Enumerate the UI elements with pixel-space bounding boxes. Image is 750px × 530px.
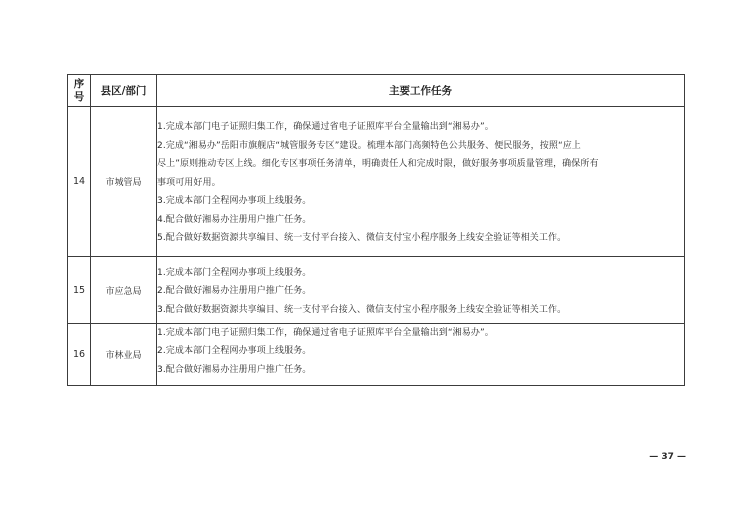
task-line: 3.配合做好湘易办注册用户推广任务。 bbox=[157, 364, 312, 375]
task-line: 1.完成本部门电子证照归集工作，确保通过省电子证照库平台全量输出到“湘易办”。 bbox=[157, 327, 494, 338]
table-header-row bbox=[68, 75, 685, 107]
row-number: 16 bbox=[68, 324, 91, 386]
task-line: 2.配合做好湘易办注册用户推广任务。 bbox=[157, 286, 312, 297]
task-line: 2.完成“湘易办”岳阳市旗舰店“城管服务专区”建设。梳理本部门高频特色公共服务、便民服务，按照“应上 bbox=[157, 140, 581, 151]
table-row bbox=[68, 324, 685, 386]
task-line: 1.完成本部门全程网办事项上线服务。 bbox=[157, 267, 312, 278]
row-department: 市应急局 bbox=[91, 257, 157, 324]
row-department: 市城管局 bbox=[91, 107, 157, 257]
row-tasks bbox=[157, 107, 685, 257]
table-row bbox=[68, 107, 685, 257]
task-line: 5.配合做好数据资源共享编目、统一支付平台接入、微信支付宝小程序服务上线安全验证等相关工作。 bbox=[157, 233, 567, 244]
task-line: 4.配合做好湘易办注册用户推广任务。 bbox=[157, 214, 312, 225]
table-row bbox=[68, 257, 685, 324]
header-main-tasks: 主要工作任务 bbox=[157, 75, 685, 107]
row-number: 15 bbox=[68, 257, 91, 324]
row-department: 市林业局 bbox=[91, 324, 157, 386]
task-line: 尽上”原则推动专区上线。细化专区事项任务清单，明确责任人和完成时限，做好服务事项质量管理，确保所有 bbox=[157, 159, 599, 170]
row-tasks bbox=[157, 257, 685, 324]
row-number: 14 bbox=[68, 107, 91, 257]
header-serial-number: 序 号 bbox=[68, 75, 91, 107]
task-line: 1.完成本部门电子证照归集工作，确保通过省电子证照库平台全量输出到“湘易办”。 bbox=[157, 122, 494, 133]
tasks-table bbox=[67, 74, 685, 386]
task-line: 3.完成本部门全程网办事项上线服务。 bbox=[157, 196, 312, 207]
task-line: 3.配合做好数据资源共享编目、统一支付平台接入、微信支付宝小程序服务上线安全验证等相关工作。 bbox=[157, 304, 567, 315]
task-line: 事项可用好用。 bbox=[157, 177, 221, 188]
header-department: 县区/部门 bbox=[91, 75, 157, 107]
task-line: 2.完成本部门全程网办事项上线服务。 bbox=[157, 346, 312, 357]
page-number: — 37 — bbox=[649, 452, 686, 462]
row-tasks bbox=[157, 324, 685, 386]
